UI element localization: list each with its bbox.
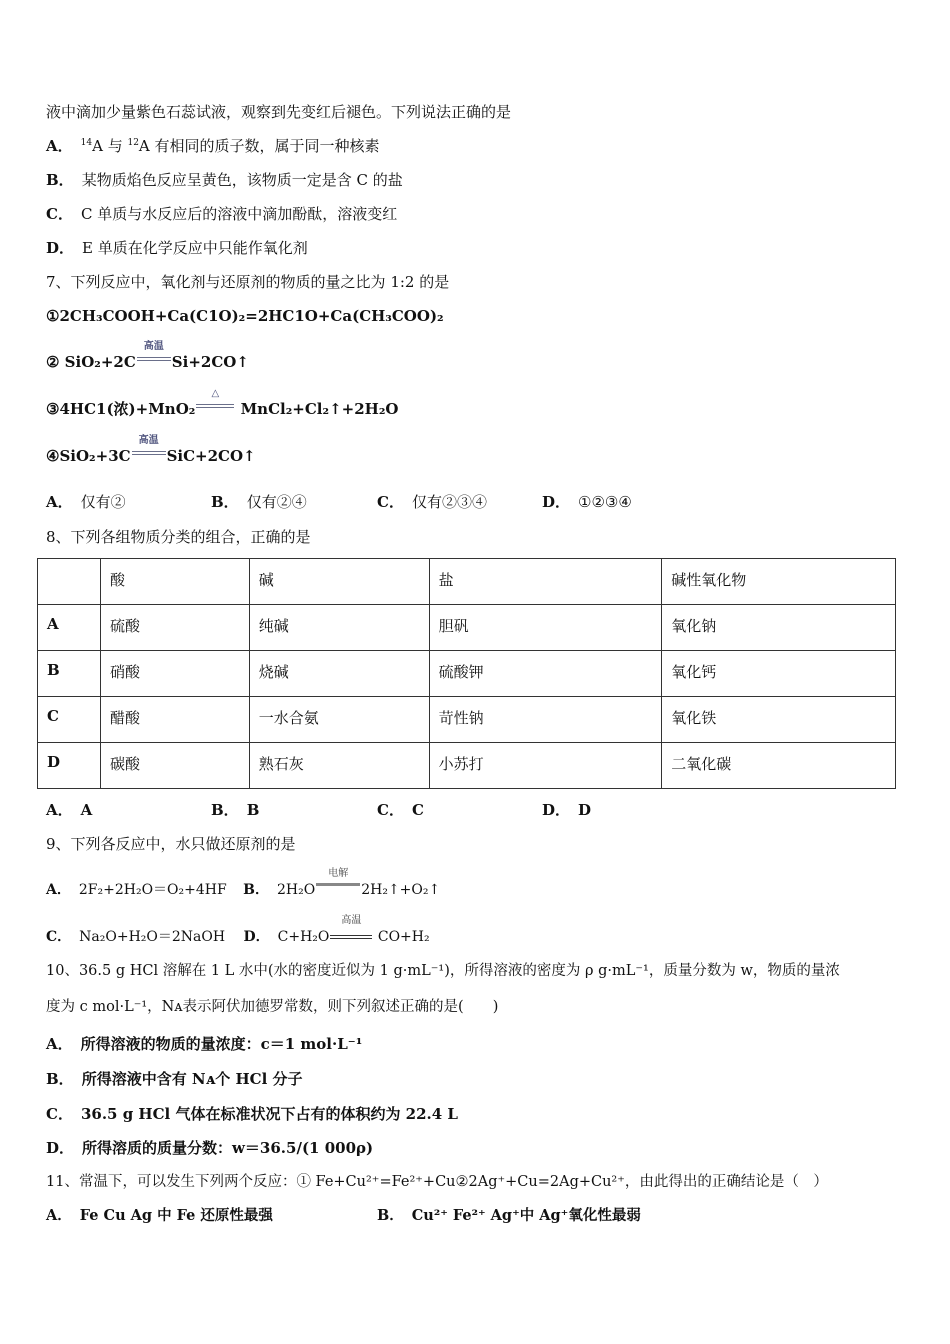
table-cell: A [38,605,101,651]
table-cell: 一水合氨 [249,697,429,743]
table-cell: C [38,697,101,743]
q7-reaction-1: ①2CH₃COOH+Ca(C1O)₂=2HC1O+Ca(CH₃COO)₂ [46,307,444,325]
table-cell: 小苏打 [429,743,662,789]
table-header-cell: 碱性氧化物 [662,559,896,605]
reaction-condition-arrow: 高温 [137,353,171,367]
q8-choice-a[interactable]: A． A [46,801,93,819]
table-cell: 硝酸 [100,651,249,697]
q6-option-b: B． 某物质焰色反应呈黄色，该物质一定是含 C 的盐 [46,171,403,189]
q10-option-d[interactable]: D． 所得溶质的质量分数：w＝36.5/(1 000ρ) [46,1139,374,1157]
q10-option-b[interactable]: B． 所得溶液中含有 Nᴀ个 HCl 分子 [46,1070,303,1088]
q7-reaction-4: ④SiO₂+3C 高温 SiC+2CO↑ [46,435,256,465]
q7-choice-a[interactable]: A． 仅有② [46,493,126,511]
q9-options-ab [46,868,441,900]
q7-reaction-2: ② SiO₂+2C 高温 Si+2CO↑ [46,341,249,371]
table-cell: 氧化钠 [662,605,896,651]
q10-stem-line1: 10、36.5 g HCl 溶解在 1 L 水中(水的密度近似为 1 g·mL⁻¹)，所得溶液的密度为 ρ g·mL⁻¹，质量分数为 w，物质的量浓 [46,963,840,979]
q9-options-cd [46,915,430,947]
table-cell: B [38,651,101,697]
table-cell: 胆矾 [429,605,662,651]
q9-option-c[interactable]: C． Na₂O+H₂O＝2NaOH [46,929,226,945]
classification-table [37,558,896,789]
q10-option-c[interactable]: C． 36.5 g HCl 气体在标准状况下占有的体积约为 22.4 L [46,1105,458,1123]
q10-option-a[interactable]: A． 所得溶液的物质的量浓度：c＝1 mol·L⁻¹ [46,1035,363,1053]
table-header-cell: 盐 [429,559,662,605]
q11-stem: 11、常温下，可以发生下列两个反应：① Fe+Cu²⁺=Fe²⁺+Cu②2Ag⁺+Cu=2Ag+Cu²⁺，由此得出的正确结论是（ ） [46,1174,828,1190]
table-header-row [38,559,896,605]
q6-option-c: C． C 单质与水反应后的溶液中滴加酚酞，溶液变红 [46,205,398,223]
table-cell: 熟石灰 [249,743,429,789]
q7-choice-b[interactable]: B． 仅有②④ [211,493,307,511]
reaction-condition-arrow: △ [196,400,234,414]
table-row [38,651,896,697]
table-cell: 醋酸 [100,697,249,743]
table-cell: 硫酸钾 [429,651,662,697]
q6-option-a: A． $^{14}$A 与 $^{12}$A 有相同的质子数，属于同一种核素 [46,137,380,155]
table-cell: 二氧化碳 [662,743,896,789]
q9-option-a[interactable]: A． 2F₂+2H₂O＝O₂+4HF [46,882,227,898]
table-row [38,605,896,651]
q6-stem-tail: 液中滴加少量紫色石蕊试液，观察到先变红后褪色。下列说法正确的是 [46,103,512,121]
q9-option-b[interactable]: B． 2H₂O 电解 2H₂↑+O₂↑ [243,868,441,898]
table-header-cell: 酸 [100,559,249,605]
q7-choice-d[interactable]: D． ①②③④ [542,493,632,511]
q11-option-b[interactable]: B． Cu²⁺ Fe²⁺ Ag⁺中 Ag⁺氧化性最弱 [377,1207,641,1224]
q10-stem-line2: 度为 c mol·L⁻¹，Nᴀ表示阿伏加德罗常数，则下列叙述正确的是( ) [46,999,499,1015]
q8-choice-c[interactable]: C． C [377,801,424,819]
q9-stem: 9、下列各反应中，水只做还原剂的是 [46,835,296,853]
q7-reaction-3: ③4HC1(浓)+MnO₂ △ MnCl₂+Cl₂↑+2H₂O [46,388,399,418]
reaction-condition-arrow: 高温 [132,447,166,461]
table-cell: 烧碱 [249,651,429,697]
q11-option-a[interactable]: A． Fe Cu Ag 中 Fe 还原性最强 [46,1207,273,1224]
q6-option-d: D． E 单质在化学反应中只能作氧化剂 [46,239,308,257]
table-cell: 氧化钙 [662,651,896,697]
reaction-condition-arrow: 高温 [330,927,372,941]
q8-choice-d[interactable]: D． D [542,801,592,819]
table-header-cell [38,559,101,605]
q7-choice-c[interactable]: C． 仅有②③④ [377,493,487,511]
q9-option-d[interactable]: D． C+H₂O 高温 CO+H₂ [243,915,430,945]
table-cell: D [38,743,101,789]
table-row [38,697,896,743]
q8-choice-b[interactable]: B． B [211,801,260,819]
table-cell: 硫酸 [100,605,249,651]
table-header-cell: 碱 [249,559,429,605]
q8-stem: 8、下列各组物质分类的组合，正确的是 [46,528,311,546]
table-cell: 氧化铁 [662,697,896,743]
table-row [38,743,896,789]
reaction-condition-arrow: 电解 [316,880,360,894]
table-cell: 纯碱 [249,605,429,651]
table-cell: 碳酸 [100,743,249,789]
q7-stem: 7、下列反应中，氧化剂与还原剂的物质的量之比为 1:2 的是 [46,273,450,291]
table-cell: 苛性钠 [429,697,662,743]
